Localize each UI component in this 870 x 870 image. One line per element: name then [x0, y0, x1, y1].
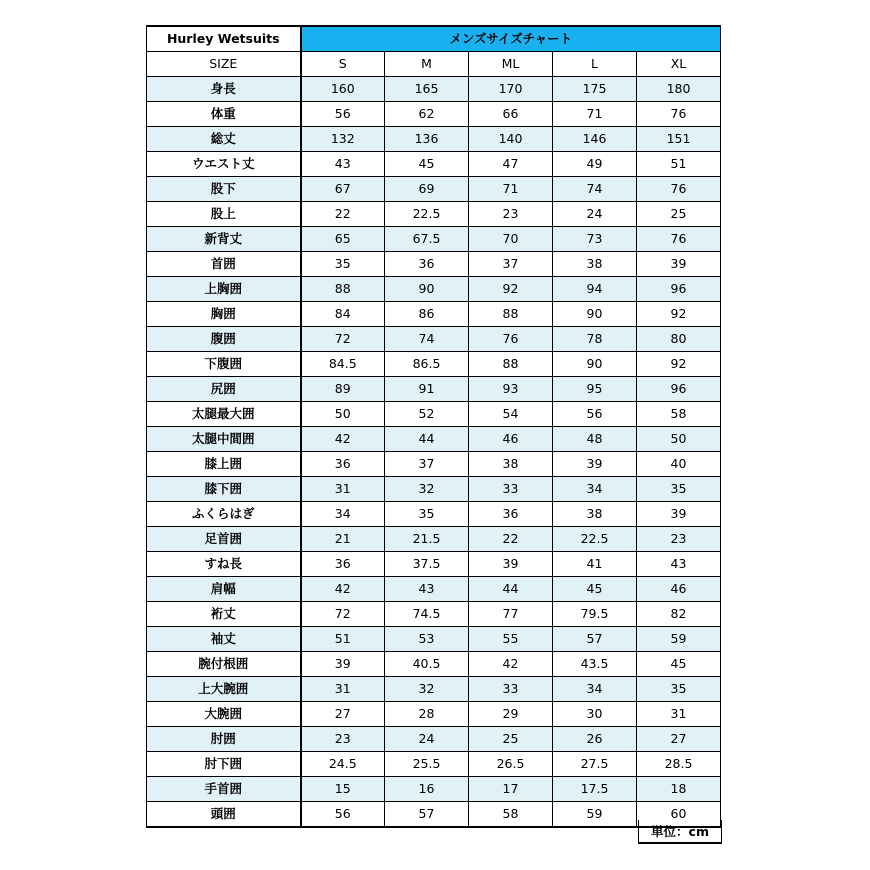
measurement-value: 30 — [553, 702, 637, 727]
measurement-value: 22.5 — [385, 202, 469, 227]
measurement-value: 88 — [469, 302, 553, 327]
measurement-row — [147, 302, 721, 327]
measurement-value: 93 — [469, 377, 553, 402]
measurement-value: 69 — [385, 177, 469, 202]
size-header-row — [147, 52, 721, 77]
measurement-label: 身長 — [147, 77, 301, 102]
measurement-label: 体重 — [147, 102, 301, 127]
measurement-value: 32 — [385, 677, 469, 702]
measurement-value: 37 — [385, 452, 469, 477]
measurement-row — [147, 552, 721, 577]
measurement-row — [147, 602, 721, 627]
measurement-value: 38 — [553, 502, 637, 527]
measurement-value: 84.5 — [301, 352, 385, 377]
measurement-value: 26.5 — [469, 752, 553, 777]
measurement-label: 裄丈 — [147, 602, 301, 627]
measurement-value: 27 — [301, 702, 385, 727]
measurement-value: 151 — [637, 127, 721, 152]
measurement-value: 39 — [553, 452, 637, 477]
measurement-value: 28.5 — [637, 752, 721, 777]
measurement-row — [147, 102, 721, 127]
measurement-label: 肩幅 — [147, 577, 301, 602]
measurement-label: 膝下囲 — [147, 477, 301, 502]
measurement-value: 17.5 — [553, 777, 637, 802]
measurement-label: 尻囲 — [147, 377, 301, 402]
measurement-value: 60 — [637, 802, 721, 828]
measurement-label: 上胸囲 — [147, 277, 301, 302]
measurement-value: 58 — [637, 402, 721, 427]
size-header-cell: ML — [469, 52, 553, 77]
measurement-value: 46 — [469, 427, 553, 452]
measurement-value: 39 — [469, 552, 553, 577]
measurement-value: 70 — [469, 227, 553, 252]
measurement-value: 90 — [553, 352, 637, 377]
measurement-value: 23 — [301, 727, 385, 752]
measurement-value: 40 — [637, 452, 721, 477]
measurement-label: 腹囲 — [147, 327, 301, 352]
measurement-value: 74 — [553, 177, 637, 202]
measurement-value: 31 — [637, 702, 721, 727]
measurement-value: 146 — [553, 127, 637, 152]
measurement-value: 56 — [301, 102, 385, 127]
measurement-value: 35 — [301, 252, 385, 277]
measurement-value: 42 — [301, 427, 385, 452]
measurement-value: 59 — [637, 627, 721, 652]
measurement-value: 49 — [553, 152, 637, 177]
measurement-value: 17 — [469, 777, 553, 802]
measurement-row — [147, 152, 721, 177]
measurement-value: 89 — [301, 377, 385, 402]
measurement-row — [147, 202, 721, 227]
measurement-row — [147, 752, 721, 777]
measurement-value: 36 — [469, 502, 553, 527]
measurement-value: 32 — [385, 477, 469, 502]
measurement-label: すね長 — [147, 552, 301, 577]
measurement-value: 73 — [553, 227, 637, 252]
measurement-value: 67 — [301, 177, 385, 202]
measurement-value: 36 — [301, 452, 385, 477]
measurement-value: 84 — [301, 302, 385, 327]
unit-note: 単位：cm — [638, 820, 722, 844]
measurement-value: 37 — [469, 252, 553, 277]
measurement-value: 39 — [637, 252, 721, 277]
measurement-value: 34 — [553, 677, 637, 702]
measurement-value: 34 — [553, 477, 637, 502]
measurement-value: 96 — [637, 377, 721, 402]
measurement-value: 160 — [301, 77, 385, 102]
size-header-cell: XL — [637, 52, 721, 77]
measurement-value: 38 — [553, 252, 637, 277]
measurement-value: 51 — [637, 152, 721, 177]
measurement-row — [147, 277, 721, 302]
measurement-value: 31 — [301, 677, 385, 702]
measurement-value: 94 — [553, 277, 637, 302]
measurement-value: 74 — [385, 327, 469, 352]
measurement-value: 35 — [385, 502, 469, 527]
measurement-value: 41 — [553, 552, 637, 577]
measurement-value: 74.5 — [385, 602, 469, 627]
measurement-row — [147, 702, 721, 727]
measurement-value: 22.5 — [553, 527, 637, 552]
measurement-value: 78 — [553, 327, 637, 352]
measurement-value: 28 — [385, 702, 469, 727]
measurement-value: 67.5 — [385, 227, 469, 252]
measurement-value: 65 — [301, 227, 385, 252]
measurement-row — [147, 327, 721, 352]
size-header-cell: S — [301, 52, 385, 77]
measurement-row — [147, 502, 721, 527]
measurement-value: 92 — [637, 352, 721, 377]
measurement-label: 手首囲 — [147, 777, 301, 802]
measurement-row — [147, 577, 721, 602]
measurement-value: 50 — [637, 427, 721, 452]
brand-cell: Hurley Wetsuits — [147, 26, 301, 52]
measurement-value: 33 — [469, 677, 553, 702]
measurement-label: ふくらはぎ — [147, 502, 301, 527]
measurement-value: 77 — [469, 602, 553, 627]
measurement-label: 腕付根囲 — [147, 652, 301, 677]
measurement-value: 29 — [469, 702, 553, 727]
measurement-value: 21.5 — [385, 527, 469, 552]
measurement-row — [147, 402, 721, 427]
measurement-value: 80 — [637, 327, 721, 352]
measurement-value: 31 — [301, 477, 385, 502]
measurement-label: 足首囲 — [147, 527, 301, 552]
measurement-value: 45 — [553, 577, 637, 602]
measurement-value: 170 — [469, 77, 553, 102]
measurement-row — [147, 727, 721, 752]
measurement-value: 36 — [385, 252, 469, 277]
measurement-label: 股上 — [147, 202, 301, 227]
measurement-row — [147, 352, 721, 377]
measurement-value: 53 — [385, 627, 469, 652]
measurement-label: 太腿中間囲 — [147, 427, 301, 452]
size-label: SIZE — [147, 52, 301, 77]
measurement-value: 35 — [637, 477, 721, 502]
measurement-value: 45 — [637, 652, 721, 677]
measurement-value: 90 — [385, 277, 469, 302]
measurement-value: 38 — [469, 452, 553, 477]
size-header-cell: L — [553, 52, 637, 77]
measurement-value: 71 — [469, 177, 553, 202]
measurement-value: 42 — [469, 652, 553, 677]
measurement-value: 76 — [637, 177, 721, 202]
measurement-value: 76 — [469, 327, 553, 352]
measurement-value: 25.5 — [385, 752, 469, 777]
measurement-value: 24 — [553, 202, 637, 227]
measurement-value: 48 — [553, 427, 637, 452]
measurement-value: 56 — [553, 402, 637, 427]
title-row — [147, 26, 721, 52]
measurement-label: 頭囲 — [147, 802, 301, 828]
measurement-value: 44 — [469, 577, 553, 602]
measurement-row — [147, 77, 721, 102]
measurement-value: 96 — [637, 277, 721, 302]
measurement-value: 90 — [553, 302, 637, 327]
measurement-value: 57 — [553, 627, 637, 652]
measurement-value: 92 — [637, 302, 721, 327]
measurement-value: 76 — [637, 227, 721, 252]
measurement-value: 27 — [637, 727, 721, 752]
measurement-value: 86.5 — [385, 352, 469, 377]
measurement-label: 胸囲 — [147, 302, 301, 327]
measurement-value: 88 — [301, 277, 385, 302]
measurement-value: 44 — [385, 427, 469, 452]
measurement-value: 59 — [553, 802, 637, 828]
measurement-value: 180 — [637, 77, 721, 102]
measurement-value: 72 — [301, 327, 385, 352]
measurement-value: 92 — [469, 277, 553, 302]
measurement-label: 大腕囲 — [147, 702, 301, 727]
measurement-value: 37.5 — [385, 552, 469, 577]
measurement-value: 54 — [469, 402, 553, 427]
measurement-value: 43 — [301, 152, 385, 177]
measurement-value: 140 — [469, 127, 553, 152]
measurement-value: 27.5 — [553, 752, 637, 777]
measurement-value: 21 — [301, 527, 385, 552]
measurement-row — [147, 377, 721, 402]
measurement-value: 15 — [301, 777, 385, 802]
measurement-value: 58 — [469, 802, 553, 828]
size-header-cell: M — [385, 52, 469, 77]
measurement-value: 18 — [637, 777, 721, 802]
measurement-value: 42 — [301, 577, 385, 602]
measurement-row — [147, 127, 721, 152]
measurement-row — [147, 452, 721, 477]
measurement-label: 総丈 — [147, 127, 301, 152]
measurement-label: 肘下囲 — [147, 752, 301, 777]
measurement-value: 88 — [469, 352, 553, 377]
measurement-row — [147, 652, 721, 677]
measurement-value: 43 — [637, 552, 721, 577]
measurement-row — [147, 677, 721, 702]
measurement-value: 46 — [637, 577, 721, 602]
measurement-value: 51 — [301, 627, 385, 652]
measurement-label: 新背丈 — [147, 227, 301, 252]
measurement-value: 43 — [385, 577, 469, 602]
measurement-label: ウエスト丈 — [147, 152, 301, 177]
measurement-value: 25 — [469, 727, 553, 752]
measurement-value: 86 — [385, 302, 469, 327]
measurement-value: 175 — [553, 77, 637, 102]
measurement-row — [147, 177, 721, 202]
measurement-value: 50 — [301, 402, 385, 427]
measurement-row — [147, 477, 721, 502]
size-chart-table — [146, 25, 721, 828]
measurement-value: 55 — [469, 627, 553, 652]
measurement-label: 下腹囲 — [147, 352, 301, 377]
measurement-row — [147, 777, 721, 802]
measurement-value: 22 — [301, 202, 385, 227]
measurement-label: 膝上囲 — [147, 452, 301, 477]
measurement-value: 62 — [385, 102, 469, 127]
chart-title: メンズサイズチャート — [301, 26, 721, 52]
measurement-label: 首囲 — [147, 252, 301, 277]
measurement-value: 95 — [553, 377, 637, 402]
measurement-value: 165 — [385, 77, 469, 102]
measurement-value: 24 — [385, 727, 469, 752]
measurement-value: 16 — [385, 777, 469, 802]
measurement-value: 82 — [637, 602, 721, 627]
measurement-row — [147, 627, 721, 652]
measurement-value: 39 — [637, 502, 721, 527]
measurement-value: 72 — [301, 602, 385, 627]
measurement-value: 57 — [385, 802, 469, 828]
measurement-value: 23 — [469, 202, 553, 227]
measurement-value: 35 — [637, 677, 721, 702]
measurement-value: 91 — [385, 377, 469, 402]
measurement-label: 袖丈 — [147, 627, 301, 652]
measurement-value: 79.5 — [553, 602, 637, 627]
measurement-label: 太腿最大囲 — [147, 402, 301, 427]
measurement-row — [147, 527, 721, 552]
measurement-value: 22 — [469, 527, 553, 552]
measurement-row — [147, 802, 721, 828]
measurement-value: 23 — [637, 527, 721, 552]
measurement-value: 26 — [553, 727, 637, 752]
measurement-value: 45 — [385, 152, 469, 177]
measurement-value: 36 — [301, 552, 385, 577]
measurement-label: 肘囲 — [147, 727, 301, 752]
measurement-value: 56 — [301, 802, 385, 828]
measurement-value: 34 — [301, 502, 385, 527]
measurement-row — [147, 227, 721, 252]
measurement-value: 25 — [637, 202, 721, 227]
measurement-label: 股下 — [147, 177, 301, 202]
measurement-value: 24.5 — [301, 752, 385, 777]
measurement-value: 71 — [553, 102, 637, 127]
measurement-value: 47 — [469, 152, 553, 177]
measurement-label: 上大腕囲 — [147, 677, 301, 702]
measurement-row — [147, 252, 721, 277]
measurement-value: 76 — [637, 102, 721, 127]
measurement-value: 43.5 — [553, 652, 637, 677]
measurement-value: 136 — [385, 127, 469, 152]
measurement-value: 52 — [385, 402, 469, 427]
measurement-value: 33 — [469, 477, 553, 502]
measurement-value: 40.5 — [385, 652, 469, 677]
measurement-value: 66 — [469, 102, 553, 127]
measurement-value: 132 — [301, 127, 385, 152]
measurement-value: 39 — [301, 652, 385, 677]
measurement-row — [147, 427, 721, 452]
